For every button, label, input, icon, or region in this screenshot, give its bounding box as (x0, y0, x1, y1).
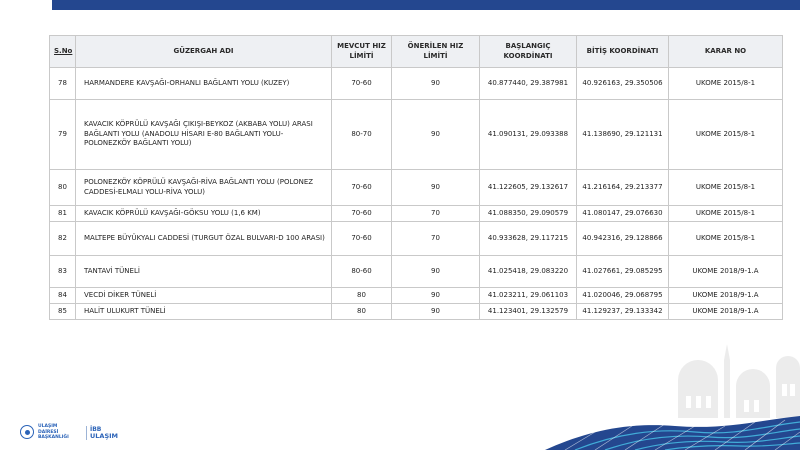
cell-end-coordinate: 41.216164, 29.213377 (577, 170, 669, 206)
header-start-coordinate: BAŞLANGIÇ KOORDİNATI (480, 36, 577, 68)
ulasim-label: ULAŞIM (90, 432, 119, 440)
ulasim-dairesi-logo (20, 424, 69, 441)
cell-proposed-limit: 90 (392, 256, 480, 288)
cell-decision-no: UKOME 2015/8-1 (669, 170, 783, 206)
cell-proposed-limit: 90 (392, 304, 480, 320)
cell-start-coordinate: 40.877440, 29.387981 (480, 68, 577, 100)
ibb-emblem-icon (20, 425, 34, 439)
table-header-row (50, 36, 783, 68)
cell-start-coordinate: 41.090131, 29.093388 (480, 100, 577, 170)
cell-current-limit: 70-60 (332, 68, 392, 100)
cell-route: KAVACIK KÖPRÜLÜ KAVŞAĞI ÇIKIŞI-BEYKOZ (AKBABA YOLU) ARASI BAĞLANTI YOLU (ANADOLU HİSARI E-80 BAĞLANTI YOLU-POLONEZKÖY BAĞLANTI YOLU) (76, 100, 332, 170)
cell-route: VECDİ DİKER TÜNELİ (76, 288, 332, 304)
cell-current-limit: 80 (332, 288, 392, 304)
cell-current-limit: 70-60 (332, 222, 392, 256)
cell-start-coordinate: 40.933628, 29.117215 (480, 222, 577, 256)
cell-route: HALİT ULUKURT TÜNELİ (76, 304, 332, 320)
cell-end-coordinate: 41.027661, 29.085295 (577, 256, 669, 288)
cell-sno: 83 (50, 256, 76, 288)
table-row (50, 100, 783, 170)
header-sno: S.No (50, 36, 76, 68)
cell-decision-no: UKOME 2015/8-1 (669, 100, 783, 170)
cell-sno: 84 (50, 288, 76, 304)
cell-sno: 79 (50, 100, 76, 170)
cell-end-coordinate: 40.942316, 29.128866 (577, 222, 669, 256)
cell-decision-no: UKOME 2018/9-1.A (669, 288, 783, 304)
cell-proposed-limit: 90 (392, 68, 480, 100)
top-banner-bar (52, 0, 800, 10)
cell-decision-no: UKOME 2018/9-1.A (669, 256, 783, 288)
cell-route: MALTEPE BÜYÜKYALI CADDESİ (TURGUT ÖZAL BULVARI-D 100 ARASI) (76, 222, 332, 256)
cell-decision-no: UKOME 2015/8-1 (669, 68, 783, 100)
header-decision-no: KARAR NO (669, 36, 783, 68)
cell-proposed-limit: 90 (392, 170, 480, 206)
cell-route: POLONEZKÖY KÖPRÜLÜ KAVŞAĞI-RİVA BAĞLANTI YOLU (POLONEZ CADDESİ-ELMALI YOLU-RİVA YOLU) (76, 170, 332, 206)
cell-route: TANTAVİ TÜNELİ (76, 256, 332, 288)
cell-sno: 78 (50, 68, 76, 100)
cell-current-limit: 80 (332, 304, 392, 320)
cell-end-coordinate: 41.138690, 29.121131 (577, 100, 669, 170)
cell-proposed-limit: 90 (392, 288, 480, 304)
header-current-limit: MEVCUT HIZ LİMİTİ (332, 36, 392, 68)
cell-route: HARMANDERE KAVŞAĞI-ORHANLI BAĞLANTI YOLU (KUZEY) (76, 68, 332, 100)
header-route: GÜZERGAH ADI (76, 36, 332, 68)
cell-start-coordinate: 41.023211, 29.061103 (480, 288, 577, 304)
header-end-coordinate: BİTİŞ KOORDİNATI (577, 36, 669, 68)
cell-decision-no: UKOME 2018/9-1.A (669, 304, 783, 320)
table-row (50, 170, 783, 206)
cell-proposed-limit: 90 (392, 100, 480, 170)
table-row (50, 256, 783, 288)
cell-end-coordinate: 41.080147, 29.076630 (577, 206, 669, 222)
ibb-label: İBB (90, 426, 102, 433)
table-row (50, 304, 783, 320)
footer-logo-divider (86, 426, 87, 440)
cell-current-limit: 80-60 (332, 256, 392, 288)
cell-start-coordinate: 41.088350, 29.090579 (480, 206, 577, 222)
cell-start-coordinate: 41.025418, 29.083220 (480, 256, 577, 288)
cell-current-limit: 70-60 (332, 170, 392, 206)
cell-current-limit: 70-60 (332, 206, 392, 222)
cell-sno: 85 (50, 304, 76, 320)
cell-decision-no: UKOME 2015/8-1 (669, 206, 783, 222)
cell-sno: 80 (50, 170, 76, 206)
cell-route: KAVACIK KÖPRÜLÜ KAVŞAĞI-GÖKSU YOLU (1,6 KM) (76, 206, 332, 222)
cell-start-coordinate: 41.123401, 29.132579 (480, 304, 577, 320)
header-proposed-limit: ÖNERİLEN HIZ LİMİTİ (392, 36, 480, 68)
table-row (50, 206, 783, 222)
cell-end-coordinate: 40.926163, 29.350506 (577, 68, 669, 100)
table-row (50, 288, 783, 304)
cell-sno: 81 (50, 206, 76, 222)
cell-current-limit: 80-70 (332, 100, 392, 170)
cell-proposed-limit: 70 (392, 206, 480, 222)
cell-proposed-limit: 70 (392, 222, 480, 256)
cell-sno: 82 (50, 222, 76, 256)
table-row (50, 222, 783, 256)
cell-end-coordinate: 41.129237, 29.133342 (577, 304, 669, 320)
ulasim-dairesi-text: ULAŞIM DAİRESİ BAŞKANLIĞI (38, 424, 69, 440)
ibb-ulasim-logo (90, 427, 118, 440)
cell-start-coordinate: 41.122605, 29.132617 (480, 170, 577, 206)
cell-end-coordinate: 41.020046, 29.068795 (577, 288, 669, 304)
cell-decision-no: UKOME 2015/8-1 (669, 222, 783, 256)
footer-wave-pattern (545, 412, 800, 450)
speed-limit-table (49, 35, 783, 320)
table-row (50, 68, 783, 100)
